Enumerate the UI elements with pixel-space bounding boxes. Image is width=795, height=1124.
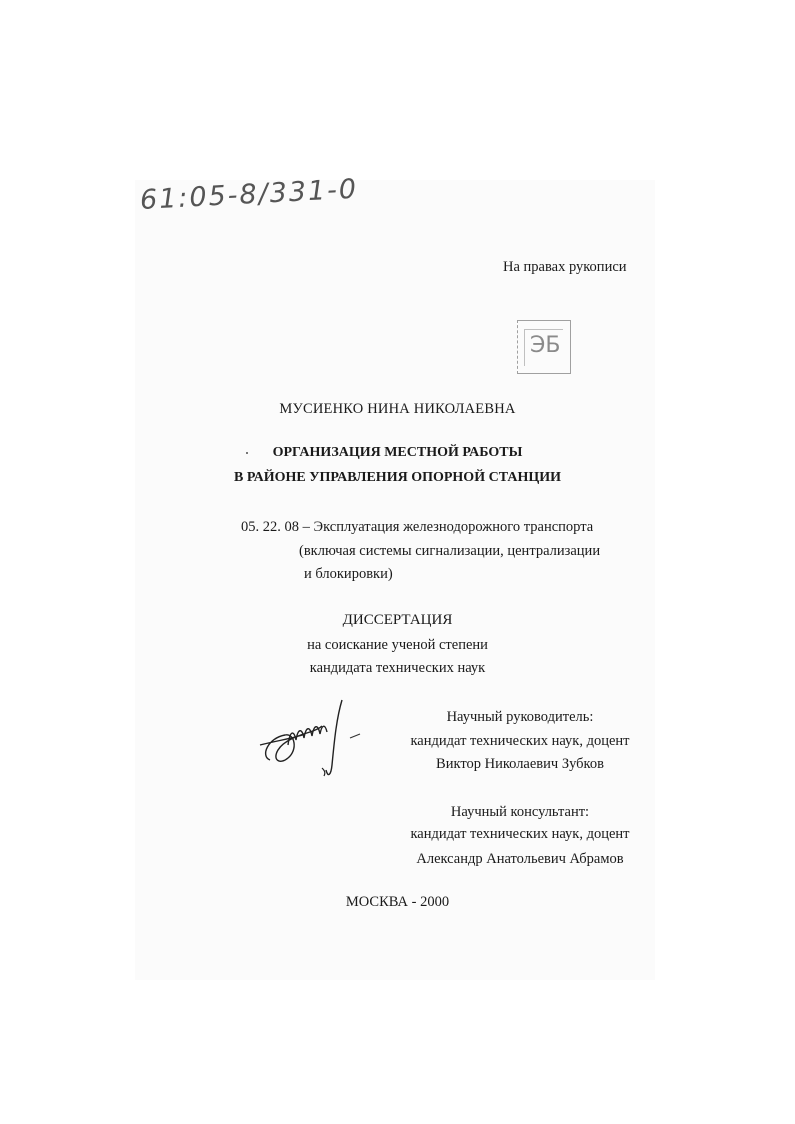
consultant-name: Александр Анатольевич Абрамов — [416, 851, 624, 867]
supervisor-rank: кандидат технических наук, доцент — [410, 733, 630, 749]
author-name: МУСИЕНКО НИНА НИКОЛАЕВНА — [279, 401, 516, 417]
stamp-text: ЭБ — [530, 333, 561, 358]
consultant-rank: кандидат технических наук, доцент — [410, 826, 630, 842]
consultant-role: Научный консультант: — [450, 804, 590, 820]
supervisor-name: Виктор Николаевич Зубков — [436, 756, 604, 772]
specialty-line-1: 05. 22. 08 – Эксплуатация железнодорожного транспорта — [241, 519, 594, 535]
specialty-line-3: и блокировки) — [304, 566, 393, 582]
library-stamp — [517, 320, 571, 374]
supervisor-role: Научный руководитель: — [446, 709, 594, 725]
scan-speck — [246, 452, 248, 454]
author-signature — [250, 690, 380, 790]
document-type: ДИССЕРТАЦИЯ — [342, 612, 453, 628]
degree-purpose: на соискание ученой степени — [307, 637, 488, 653]
degree-name: кандидата технических наук — [309, 660, 486, 676]
city-year: МОСКВА - 2000 — [345, 894, 450, 910]
title-line-1: ОРГАНИЗАЦИЯ МЕСТНОЙ РАБОТЫ — [272, 445, 523, 460]
rights-note: На правах рукописи — [503, 259, 627, 275]
title-line-2: В РАЙОНЕ УПРАВЛЕНИЯ ОПОРНОЙ СТАНЦИИ — [233, 470, 562, 485]
handwritten-catalog-code: 61:05-8/331-0 — [139, 173, 359, 216]
specialty-line-2: (включая системы сигнализации, централизации — [299, 543, 601, 559]
